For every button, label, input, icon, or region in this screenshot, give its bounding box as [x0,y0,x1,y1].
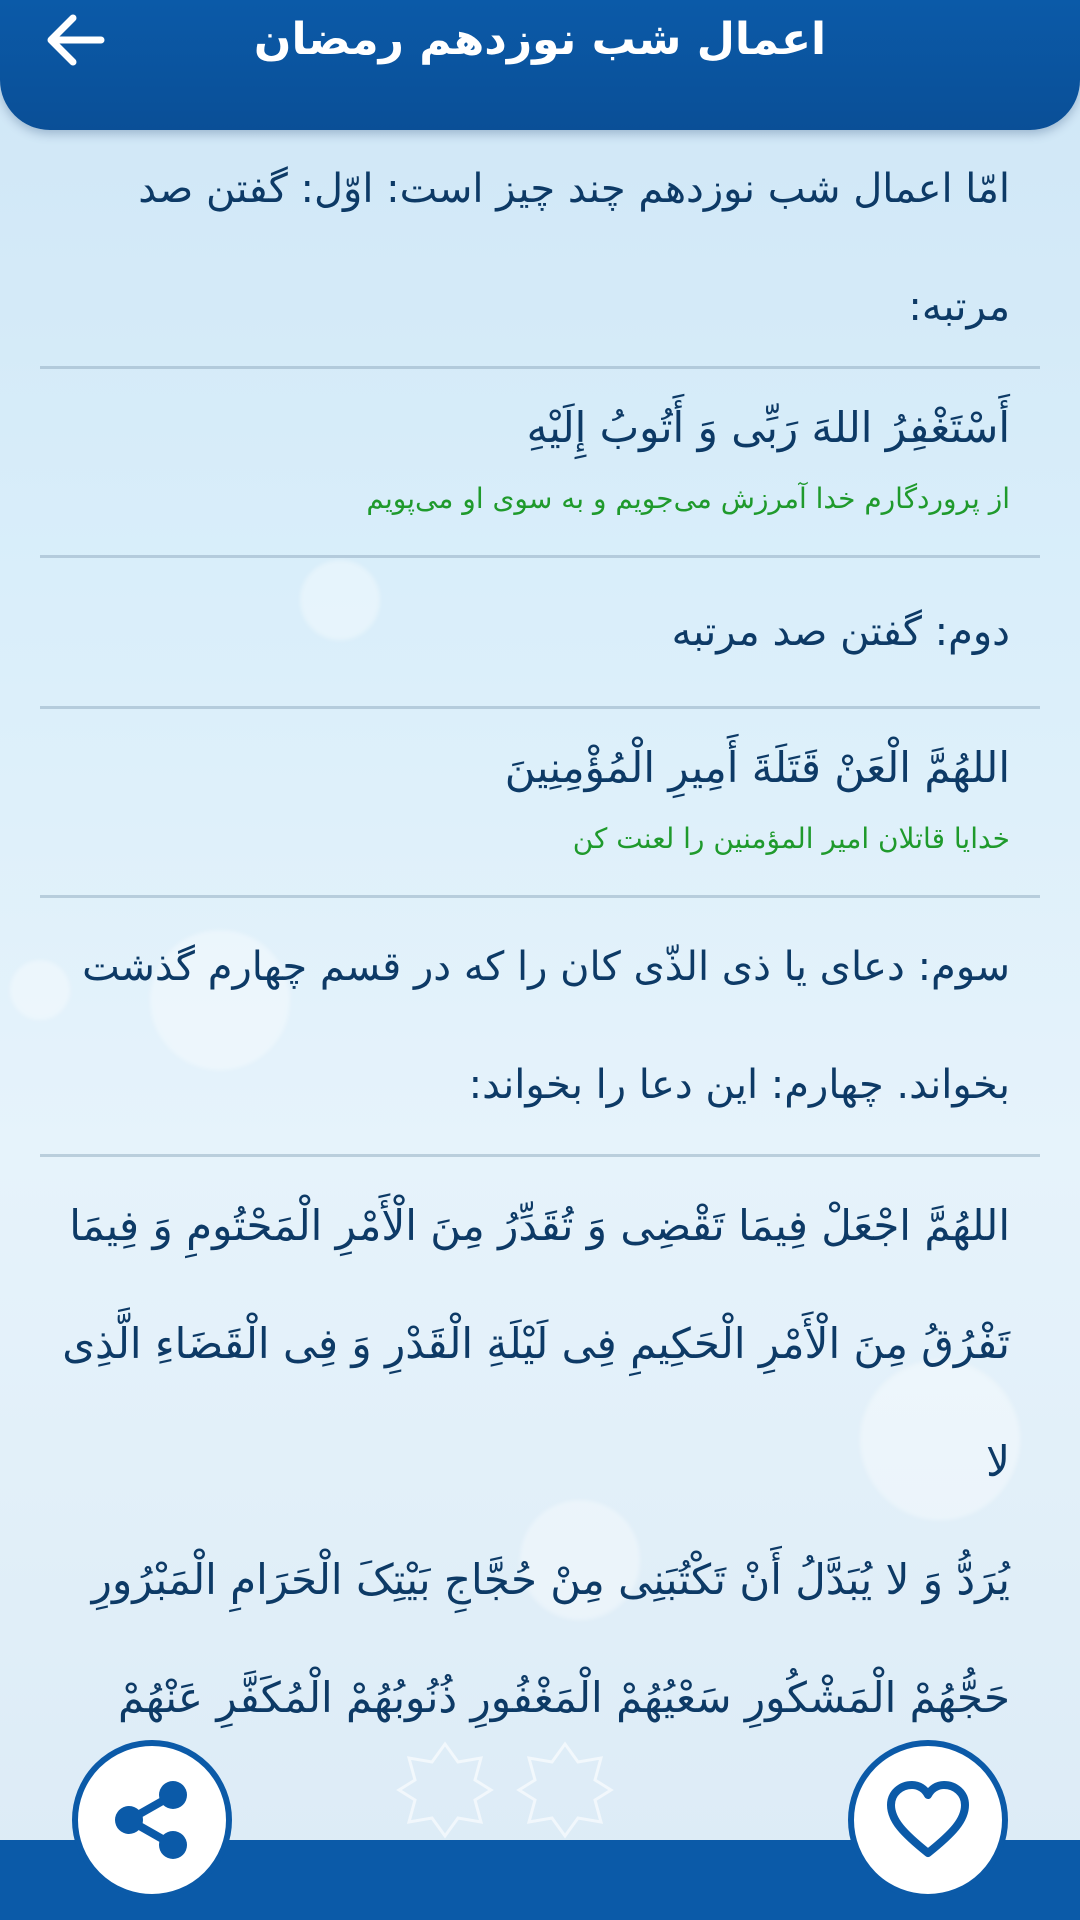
text-line: امّا اعمال شب نوزدهم چند چیز است: اوّل: گفتن صد [138,166,1010,212]
arrow-left-icon [43,12,107,68]
section-dua-lanat [40,709,1040,898]
text-line: تَفْرُقُ مِنَ الْأَمْرِ الْحَکِیمِ فِی لَیْلَةِ الْقَدْرِ وَ فِی الْقَضَاءِ الَّذِی لا [62,1319,1010,1486]
text-line: اللهُمَّ اجْعَلْ فِیمَا تَقْضِی وَ تُقَدِّرُ مِنَ الْأَمْرِ الْمَحْتُومِ وَ فِیمَا [69,1201,1010,1250]
text-line: حَجُّهُمْ الْمَشْکُورِ سَعْیُهُمْ الْمَغْفُورِ ذُنُوبُهُمْ الْمُکَفَّرِ عَنْهُمْ [117,1673,1010,1722]
dua-arabic: اللهُمَّ الْعَنْ قَتَلَةَ أَمِیرِ الْمُؤْمِنِینَ [504,743,1010,792]
section-third-fourth [40,898,1040,1157]
share-icon [107,1775,197,1865]
star-decoration-icon [395,1740,495,1840]
section-second [40,558,1040,709]
app-header [0,0,1080,130]
dua-translation: از پروردگارم خدا آمرزش می‌جویم و به سوی او می‌پویم [366,482,1010,515]
page-title: اعمال شب نوزدهم رمضان [253,14,827,65]
favorite-button[interactable] [848,1740,1008,1900]
dua-arabic: أَسْتَغْفِرُ اللهَ رَبِّی وَ أَتُوبُ إِلَیْهِ [526,403,1010,452]
content-list [40,130,1040,1757]
section-intro [40,130,1040,369]
back-button[interactable] [30,0,120,80]
share-button[interactable] [72,1740,232,1900]
text-line: بخواند. چهارم: این دعا را بخواند: [468,1062,1010,1108]
text-line: دوم: گفتن صد مرتبه [671,609,1010,655]
section-dua-fourth [40,1157,1040,1757]
text-line: مرتبه: [908,284,1010,330]
text-line: سوم: دعای یا ذی الذّی کان را که در قسم چهارم گذشت [82,944,1010,990]
text-line: یُرَدُّ وَ لا یُبَدَّلُ أَنْ تَکْتُبَنِی مِنْ حُجَّاجِ بَیْتِکَ الْحَرَامِ الْمَبْرُورِ [91,1555,1010,1604]
section-dua-istighfar [40,369,1040,558]
star-decoration-icon [515,1740,615,1840]
heart-icon [883,1775,973,1865]
dua-translation: خدایا قاتلان امیر المؤمنین را لعنت کن [572,822,1010,855]
